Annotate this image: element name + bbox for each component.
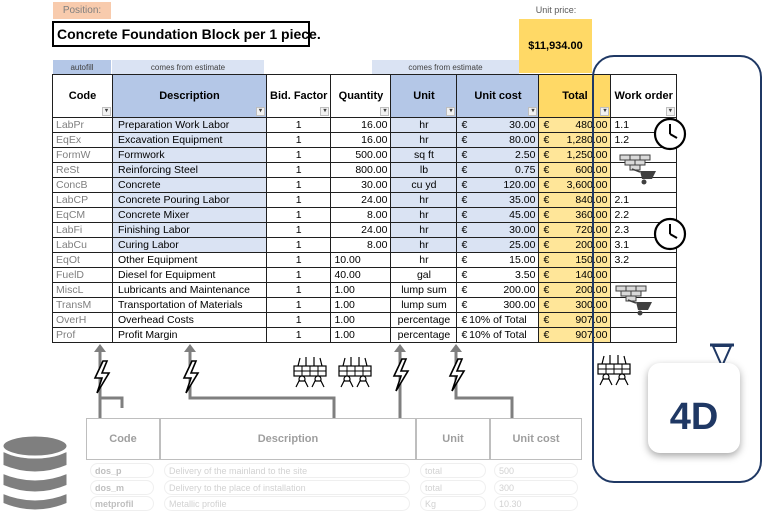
- db-cell-description: Delivery of the mainland to the site: [164, 463, 410, 478]
- cell-code[interactable]: EqCM: [53, 208, 113, 223]
- total-value: 840.00: [575, 194, 608, 206]
- cell-bid-factor[interactable]: 1: [267, 118, 331, 133]
- cell-code[interactable]: LabCu: [53, 238, 113, 253]
- cell-unit-cost[interactable]: [457, 238, 539, 253]
- cell-unit[interactable]: percentage: [391, 313, 457, 328]
- currency-symbol: €: [461, 209, 468, 221]
- header-label: Work order: [614, 89, 673, 102]
- database-table: [86, 418, 582, 512]
- table-row: [53, 178, 677, 193]
- cell-quantity[interactable]: 1.00: [331, 328, 391, 343]
- header-label: Quantity: [338, 89, 384, 102]
- currency-symbol: €: [543, 239, 550, 251]
- cell-code[interactable]: MiscL: [53, 283, 113, 298]
- db-cell-code: dos_p: [90, 463, 154, 478]
- cell-description[interactable]: Finishing Labor: [113, 223, 267, 238]
- unit-cost-value: 10% of Total: [469, 329, 527, 341]
- unit-price-label: Unit price:: [535, 5, 577, 15]
- connector-lines: [86, 346, 582, 418]
- 4d-badge: 4D: [648, 363, 740, 453]
- currency-symbol: €: [543, 269, 550, 281]
- cell-quantity[interactable]: 40.00: [331, 268, 391, 283]
- cell-code[interactable]: LabPr: [53, 118, 113, 133]
- total-value: 720.00: [575, 224, 608, 236]
- column-header-description[interactable]: [113, 75, 267, 118]
- table-row: [53, 148, 677, 163]
- db-cell-code: dos_m: [90, 480, 154, 495]
- cell-unit[interactable]: hr: [391, 118, 457, 133]
- cell-code[interactable]: LabFi: [53, 223, 113, 238]
- cost-sheet: [52, 74, 677, 343]
- total-value: 3,600.00: [566, 179, 608, 191]
- cell-unit-cost[interactable]: [457, 298, 539, 313]
- filter-dropdown-icon[interactable]: ▾: [256, 107, 265, 116]
- header-label: Description: [159, 89, 220, 102]
- lightning-icon: [446, 358, 468, 392]
- position-label: Position:: [53, 2, 111, 19]
- total-value: 907.00: [575, 329, 608, 341]
- cell-quantity[interactable]: 8.00: [331, 208, 391, 223]
- cell-quantity[interactable]: 24.00: [331, 223, 391, 238]
- currency-symbol: €: [461, 164, 468, 176]
- unit-price-value[interactable]: $11,934.00: [519, 19, 592, 73]
- db-header-unit-cost: Unit cost: [490, 418, 582, 460]
- column-header-unit-cost[interactable]: [457, 75, 539, 118]
- currency-symbol: €: [543, 299, 550, 311]
- cell-unit-cost[interactable]: [457, 133, 539, 148]
- cell-bid-factor[interactable]: 1: [267, 298, 331, 313]
- cell-code[interactable]: OverH: [53, 313, 113, 328]
- cell-bid-factor[interactable]: 1: [267, 283, 331, 298]
- column-header-unit[interactable]: [391, 75, 457, 118]
- table-row: [53, 208, 677, 223]
- table-row: [53, 313, 677, 328]
- db-cell-unit-cost: 300: [494, 480, 578, 495]
- header-label: Total: [562, 89, 588, 102]
- cell-quantity[interactable]: 1.00: [331, 283, 391, 298]
- currency-symbol: €: [543, 314, 550, 326]
- cell-unit[interactable]: hr: [391, 253, 457, 268]
- cell-description[interactable]: Concrete Mixer: [113, 208, 267, 223]
- total-value: 1,280.00: [566, 134, 608, 146]
- cell-work-order[interactable]: 1.1: [611, 118, 676, 133]
- workers-icon: [292, 354, 328, 388]
- cell-quantity[interactable]: 10.00: [331, 253, 391, 268]
- cell-unit[interactable]: percentage: [391, 328, 457, 343]
- cell-bid-factor[interactable]: 1: [267, 133, 331, 148]
- cell-quantity[interactable]: 24.00: [331, 193, 391, 208]
- cell-bid-factor[interactable]: 1: [267, 178, 331, 193]
- table-row: [53, 328, 677, 343]
- cell-description[interactable]: Diesel for Equipment: [113, 268, 267, 283]
- cell-description[interactable]: Lubricants and Maintenance: [113, 283, 267, 298]
- unit-cost-value: 3.50: [515, 269, 536, 281]
- unit-cost-value: 2.50: [515, 149, 536, 161]
- currency-symbol: €: [543, 254, 550, 266]
- cell-unit-cost[interactable]: [457, 193, 539, 208]
- cell-code[interactable]: ConcB: [53, 178, 113, 193]
- cell-unit[interactable]: gal: [391, 268, 457, 283]
- cell-quantity[interactable]: 800.00: [331, 163, 391, 178]
- unit-cost-value: 15.00: [509, 254, 536, 266]
- total-value: 480.00: [575, 119, 608, 131]
- db-cell-unit: total: [420, 463, 486, 478]
- column-header-quantity[interactable]: [331, 75, 391, 118]
- cell-quantity[interactable]: 8.00: [331, 238, 391, 253]
- currency-symbol: €: [543, 194, 550, 206]
- unit-cost-value: 45.00: [509, 209, 536, 221]
- currency-symbol: €: [461, 119, 468, 131]
- total-value: 600.00: [575, 164, 608, 176]
- currency-symbol: €: [543, 149, 550, 161]
- total-value: 1,250.00: [566, 149, 608, 161]
- cell-description[interactable]: Preparation Work Labor: [113, 118, 267, 133]
- cell-description[interactable]: Overhead Costs: [113, 313, 267, 328]
- unit-cost-value: 35.00: [509, 194, 536, 206]
- total-value: 300.00: [575, 299, 608, 311]
- cell-unit-cost[interactable]: [457, 328, 539, 343]
- cell-unit-cost[interactable]: [457, 178, 539, 193]
- table-row: [53, 133, 677, 148]
- cell-unit[interactable]: lb: [391, 163, 457, 178]
- header-label: Unit cost: [474, 89, 522, 102]
- cell-unit-cost[interactable]: [457, 253, 539, 268]
- cell-code[interactable]: LabCP: [53, 193, 113, 208]
- unit-cost-value: 30.00: [509, 119, 536, 131]
- cell-work-order[interactable]: 2.1: [611, 193, 676, 208]
- currency-symbol: €: [461, 194, 468, 206]
- cell-quantity[interactable]: 500.00: [331, 148, 391, 163]
- cell-description[interactable]: Curing Labor: [113, 238, 267, 253]
- cell-unit-cost[interactable]: [457, 148, 539, 163]
- total-value: 360.00: [575, 209, 608, 221]
- db-cell-description: Metallic profile: [164, 496, 410, 511]
- unit-cost-value: 80.00: [509, 134, 536, 146]
- cell-description[interactable]: Excavation Equipment: [113, 133, 267, 148]
- cell-bid-factor[interactable]: 1: [267, 163, 331, 178]
- cell-bid-factor[interactable]: 1: [267, 268, 331, 283]
- table-row: [53, 268, 677, 283]
- total-value: 200.00: [575, 284, 608, 296]
- filter-dropdown-icon[interactable]: ▾: [600, 107, 609, 116]
- clock-icon: [652, 116, 688, 152]
- header-label: Code: [68, 89, 97, 102]
- cell-quantity[interactable]: 30.00: [331, 178, 391, 193]
- cell-unit[interactable]: hr: [391, 133, 457, 148]
- filter-dropdown-icon[interactable]: ▾: [528, 107, 537, 116]
- cell-code[interactable]: EqOt: [53, 253, 113, 268]
- header-label: Unit: [413, 89, 435, 102]
- cell-quantity[interactable]: 1.00: [331, 298, 391, 313]
- cell-unit[interactable]: sq ft: [391, 148, 457, 163]
- estimate-note-1: comes from estimate: [112, 60, 264, 74]
- cell-code[interactable]: FormW: [53, 148, 113, 163]
- cell-quantity[interactable]: 16.00: [331, 118, 391, 133]
- cell-unit[interactable]: hr: [391, 238, 457, 253]
- cell-work-order[interactable]: 3.2: [611, 253, 676, 268]
- cell-work-order[interactable]: 2.2: [611, 208, 676, 223]
- unit-cost-value: 30.00: [509, 224, 536, 236]
- lightning-icon: [91, 360, 113, 394]
- header-row: [53, 75, 677, 118]
- unit-cost-value: 0.75: [515, 164, 536, 176]
- filter-dropdown-icon[interactable]: ▾: [446, 107, 455, 116]
- cell-unit-cost[interactable]: [457, 163, 539, 178]
- currency-symbol: €: [543, 209, 550, 221]
- bricks-wheelbarrow-icon: [618, 153, 660, 185]
- db-cell-unit-cost: 500: [494, 463, 578, 478]
- currency-symbol: €: [461, 149, 468, 161]
- estimate-note-2: comes from estimate: [372, 60, 519, 74]
- unit-cost-value: 300.00: [503, 299, 536, 311]
- table-row: [53, 223, 677, 238]
- total-value: 907.00: [575, 314, 608, 326]
- column-header-bid-factor[interactable]: [267, 75, 331, 118]
- cell-unit[interactable]: cu yd: [391, 178, 457, 193]
- db-header-unit: Unit: [416, 418, 490, 460]
- currency-symbol: €: [543, 134, 550, 146]
- currency-symbol: €: [543, 119, 550, 131]
- db-cell-unit: total: [420, 480, 486, 495]
- table-row: [53, 283, 677, 298]
- cell-work-order[interactable]: 3.1: [611, 238, 676, 253]
- cell-unit[interactable]: hr: [391, 223, 457, 238]
- cell-unit-cost[interactable]: [457, 313, 539, 328]
- filter-dropdown-icon[interactable]: ▾: [320, 107, 329, 116]
- cell-quantity[interactable]: 1.00: [331, 313, 391, 328]
- cell-work-order[interactable]: 1.2: [611, 133, 676, 148]
- currency-symbol: €: [461, 299, 468, 311]
- workers-icon: [596, 352, 632, 386]
- cell-description[interactable]: Transportation of Materials: [113, 298, 267, 313]
- table-row: [53, 298, 677, 313]
- unit-cost-value: 25.00: [509, 239, 536, 251]
- filter-dropdown-icon[interactable]: ▾: [380, 107, 389, 116]
- currency-symbol: €: [543, 164, 550, 176]
- filter-dropdown-icon[interactable]: ▾: [102, 107, 111, 116]
- lightning-icon: [390, 358, 412, 392]
- cell-bid-factor[interactable]: 1: [267, 193, 331, 208]
- cell-unit[interactable]: hr: [391, 208, 457, 223]
- clock-icon: [652, 216, 688, 252]
- currency-symbol: €: [543, 329, 550, 341]
- cell-bid-factor[interactable]: 1: [267, 328, 331, 343]
- currency-symbol: €: [543, 179, 550, 191]
- cell-code[interactable]: ReSt: [53, 163, 113, 178]
- currency-symbol: €: [461, 329, 468, 341]
- lightning-icon: [180, 360, 202, 394]
- cell-bid-factor[interactable]: 1: [267, 253, 331, 268]
- unit-cost-value: 120.00: [503, 179, 536, 191]
- cell-unit-cost[interactable]: [457, 208, 539, 223]
- table-row: [53, 118, 677, 133]
- db-cell-unit-cost: 10.30: [494, 496, 578, 511]
- currency-symbol: €: [543, 284, 550, 296]
- cell-description[interactable]: Concrete: [113, 178, 267, 193]
- cell-code[interactable]: Prof: [53, 328, 113, 343]
- currency-symbol: €: [461, 134, 468, 146]
- cell-code[interactable]: EqEx: [53, 133, 113, 148]
- cell-work-order[interactable]: 2.3: [611, 223, 676, 238]
- db-cell-code: metprofil: [90, 496, 154, 511]
- total-value: 150.00: [575, 254, 608, 266]
- autofill-note: autofill: [53, 60, 111, 74]
- currency-symbol: €: [461, 284, 468, 296]
- currency-symbol: €: [461, 179, 468, 191]
- cell-bid-factor[interactable]: 1: [267, 238, 331, 253]
- cell-bid-factor[interactable]: 1: [267, 313, 331, 328]
- currency-symbol: €: [461, 254, 468, 266]
- page-title[interactable]: Concrete Foundation Block per 1 piece.: [52, 21, 310, 47]
- cell-quantity[interactable]: 16.00: [331, 133, 391, 148]
- db-cell-description: Delivery to the place of installation: [164, 480, 410, 495]
- total-value: 200.00: [575, 239, 608, 251]
- cell-description[interactable]: Reinforcing Steel: [113, 163, 267, 178]
- cell-bid-factor[interactable]: 1: [267, 148, 331, 163]
- column-header-code[interactable]: [53, 75, 113, 118]
- header-label: Bid. Factor: [270, 89, 328, 102]
- cell-description[interactable]: Concrete Pouring Labor: [113, 193, 267, 208]
- cell-description[interactable]: Profit Margin: [113, 328, 267, 343]
- total-value: 140.00: [575, 269, 608, 281]
- cell-unit[interactable]: lump sum: [391, 298, 457, 313]
- cell-code[interactable]: FuelD: [53, 268, 113, 283]
- table-row: [53, 238, 677, 253]
- db-header-code: Code: [86, 418, 160, 460]
- currency-symbol: €: [461, 224, 468, 236]
- table-row: [53, 253, 677, 268]
- unit-cost-value: 10% of Total: [469, 314, 527, 326]
- cell-bid-factor[interactable]: 1: [267, 208, 331, 223]
- bricks-wheelbarrow-icon: [614, 284, 656, 316]
- database-icon: [0, 432, 70, 512]
- cell-unit[interactable]: lump sum: [391, 283, 457, 298]
- cell-unit[interactable]: hr: [391, 193, 457, 208]
- cell-unit-cost[interactable]: [457, 118, 539, 133]
- db-cell-unit: Kg: [420, 496, 486, 511]
- filter-dropdown-icon[interactable]: ▾: [666, 107, 675, 116]
- currency-symbol: €: [461, 314, 468, 326]
- table-row: [53, 193, 677, 208]
- currency-symbol: €: [461, 239, 468, 251]
- cell-code[interactable]: TransM: [53, 298, 113, 313]
- cell-description[interactable]: Other Equipment: [113, 253, 267, 268]
- db-header-description: Description: [160, 418, 416, 460]
- workers-icon: [337, 354, 373, 388]
- cell-unit-cost[interactable]: [457, 268, 539, 283]
- unit-cost-value: 200.00: [503, 284, 536, 296]
- cell-unit-cost[interactable]: [457, 283, 539, 298]
- cell-unit-cost[interactable]: [457, 223, 539, 238]
- currency-symbol: €: [543, 224, 550, 236]
- currency-symbol: €: [461, 269, 468, 281]
- cell-bid-factor[interactable]: 1: [267, 223, 331, 238]
- table-row: [53, 163, 677, 178]
- cell-description[interactable]: Formwork: [113, 148, 267, 163]
